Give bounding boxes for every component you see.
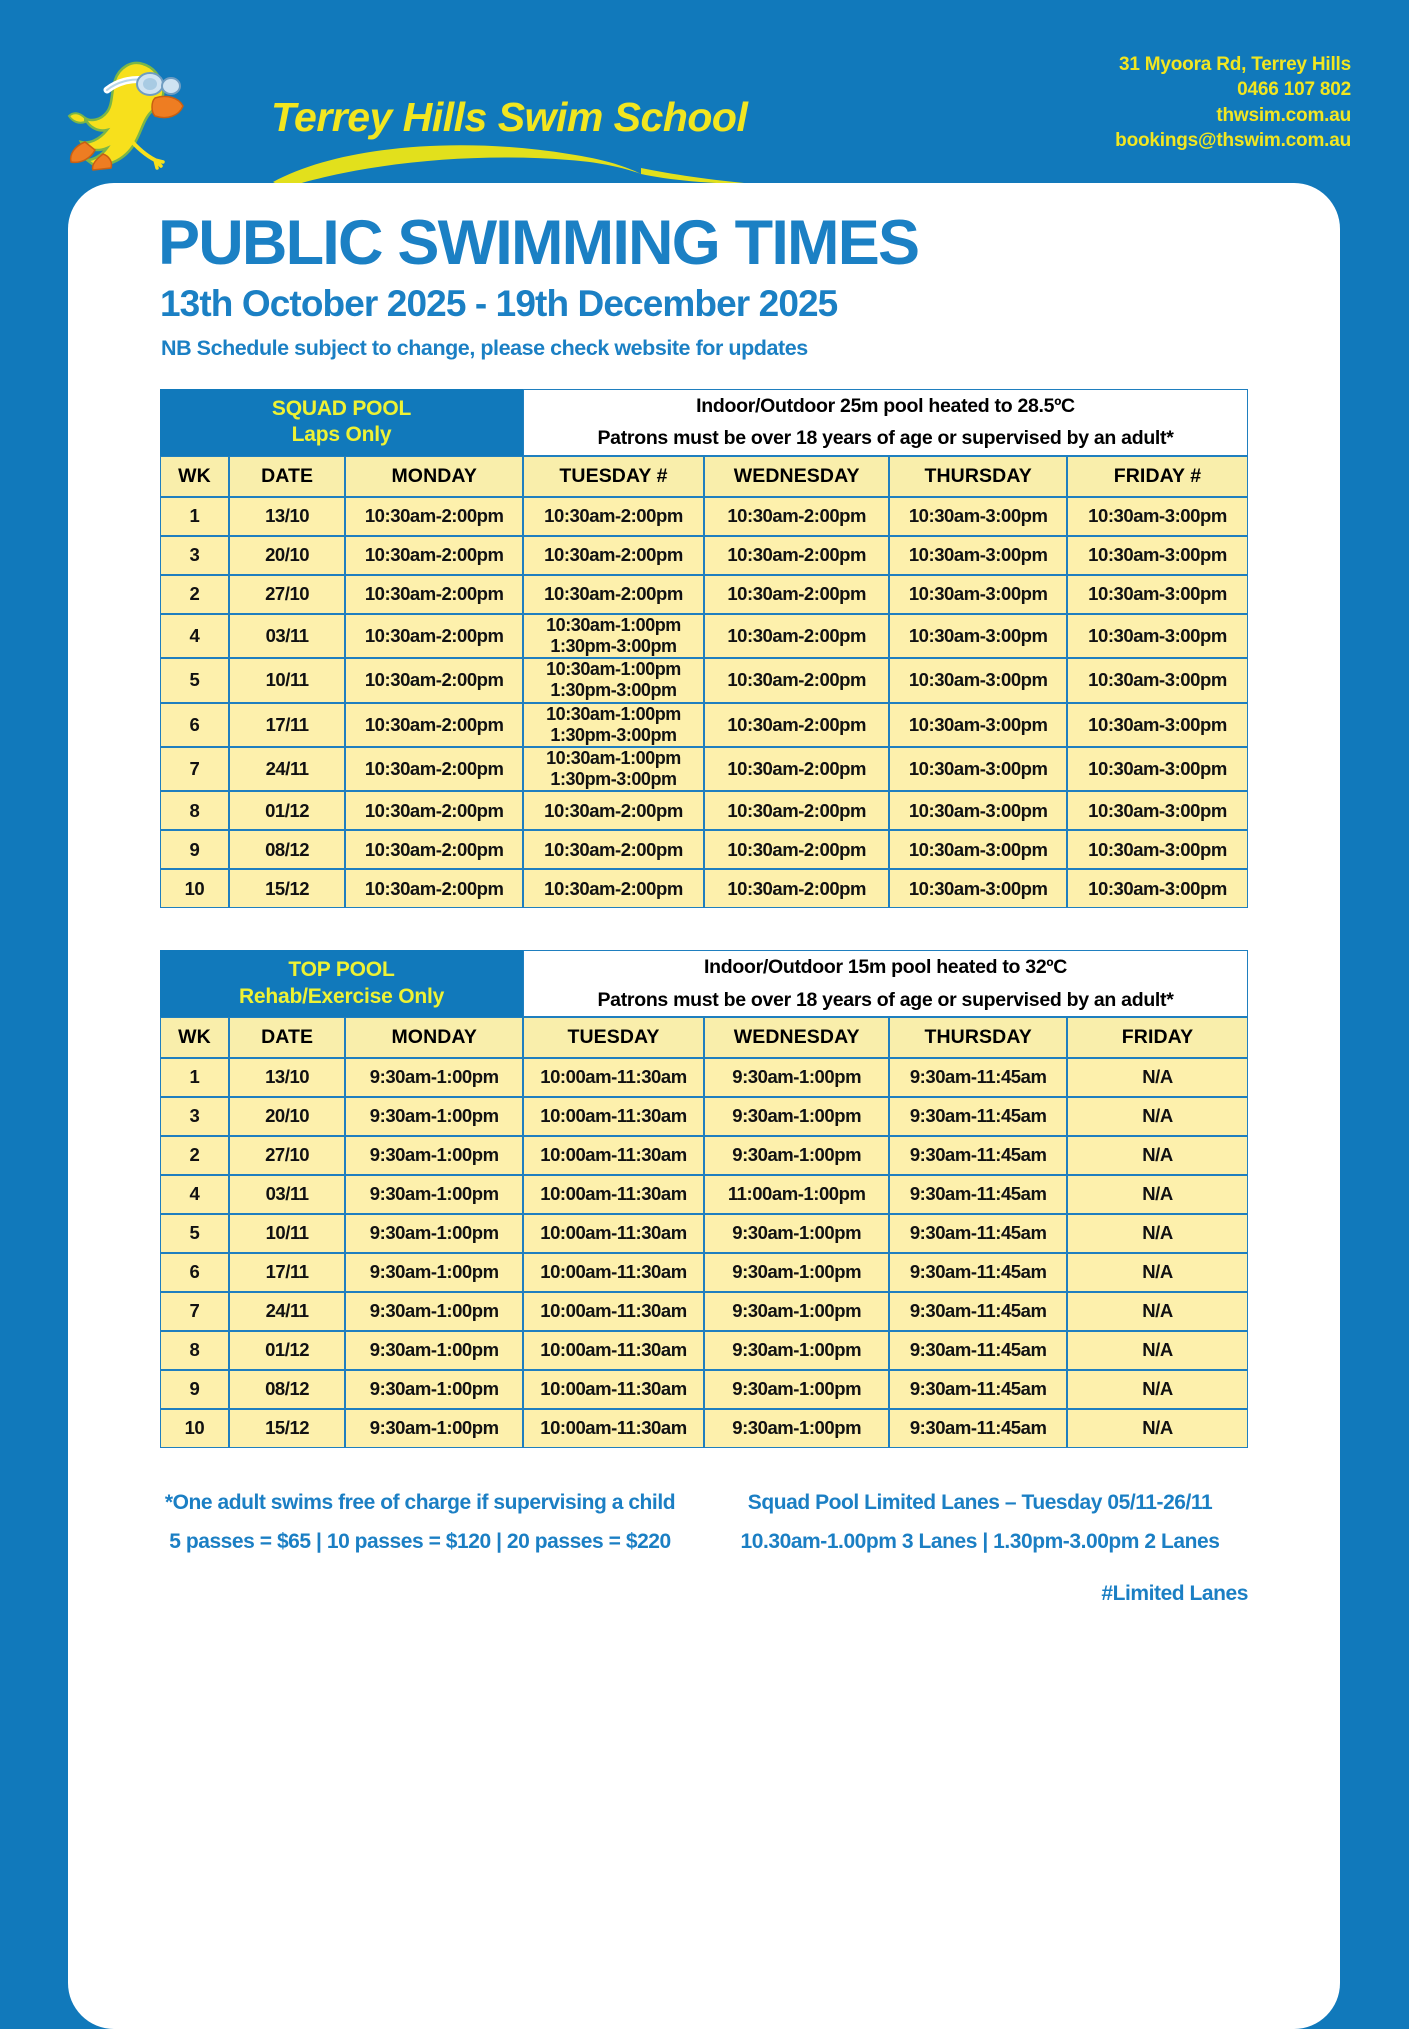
cell-wednesday-times: 10:30am-2:00pm (704, 575, 889, 614)
cell-wednesday-times: 9:30am-1:00pm (704, 1214, 889, 1253)
top-pool-banner (160, 950, 523, 1016)
cell-date: 17/11 (229, 1253, 346, 1292)
top-pool-table (160, 950, 1248, 1447)
cell-monday-times: 9:30am-1:00pm (345, 1058, 523, 1097)
cell-wednesday-times: 10:30am-2:00pm (704, 830, 889, 869)
brand-name: Terrey Hills Swim School (271, 94, 748, 140)
adult-supervision-note: *One adult swims free of charge if supervising a child (164, 1490, 676, 1514)
cell-date: 10/11 (229, 658, 346, 702)
cell-tuesday-times: 10:00am-11:30am (523, 1409, 704, 1448)
cell-friday-times: 10:30am-3:00pm (1067, 497, 1248, 536)
cell-monday-times: 10:30am-2:00pm (345, 497, 523, 536)
cell-thursday-times: 9:30am-11:45am (889, 1331, 1067, 1370)
cell-week-number: 3 (160, 536, 229, 575)
cell-friday-times: N/A (1067, 1253, 1248, 1292)
cell-date: 01/12 (229, 791, 346, 830)
cell-wednesday-times: 10:30am-2:00pm (704, 869, 889, 908)
table-row (160, 614, 1248, 658)
cell-friday-times: N/A (1067, 1136, 1248, 1175)
cell-friday-times: 10:30am-3:00pm (1067, 703, 1248, 747)
cell-wednesday-times: 9:30am-1:00pm (704, 1253, 889, 1292)
cell-friday-times: N/A (1067, 1370, 1248, 1409)
cell-thursday-times: 10:30am-3:00pm (889, 791, 1067, 830)
cell-date: 10/11 (229, 1214, 346, 1253)
table-row (160, 1370, 1248, 1409)
cell-thursday-times: 9:30am-11:45am (889, 1409, 1067, 1448)
squad-pool-column-headers (160, 456, 1248, 497)
table-row (160, 1175, 1248, 1214)
cell-tuesday-times: 10:30am-2:00pm (523, 497, 704, 536)
cell-date: 24/11 (229, 747, 346, 791)
cell-friday-times: N/A (1067, 1409, 1248, 1448)
contact-address: 31 Myoora Rd, Terrey Hills (1118, 54, 1351, 75)
cell-monday-times: 10:30am-2:00pm (345, 869, 523, 908)
cell-tuesday-times: 10:00am-11:30am (523, 1331, 704, 1370)
cell-friday-times: 10:30am-3:00pm (1067, 830, 1248, 869)
cell-thursday-times: 10:30am-3:00pm (889, 614, 1067, 658)
top-pool-banner-subtitle: Rehab/Exercise Only (238, 984, 445, 1008)
cell-week-number: 1 (160, 1058, 229, 1097)
table-row (160, 869, 1248, 908)
cell-week-number: 6 (160, 703, 229, 747)
cell-tuesday-times: 10:30am-2:00pm (523, 791, 704, 830)
swimming-duck-icon (55, 46, 185, 171)
cell-thursday-times: 9:30am-11:45am (889, 1175, 1067, 1214)
cell-tuesday-times: 10:30am-2:00pm (523, 830, 704, 869)
top-pool-banner-title: TOP POOL (288, 957, 395, 981)
table-row (160, 1292, 1248, 1331)
squad-pool-table (160, 389, 1248, 908)
pool-banner-row (160, 389, 1248, 455)
col-header-friday: FRIDAY # (1067, 456, 1248, 497)
cell-thursday-times: 10:30am-3:00pm (889, 703, 1067, 747)
cell-week-number: 8 (160, 1331, 229, 1370)
squad-pool-desc-line2: Patrons must be over 18 years of age or supervised by an adult* (597, 427, 1174, 450)
footer-left (160, 1484, 680, 1562)
cell-tuesday-times: 10:30am-1:00pm 1:30pm-3:00pm (523, 747, 704, 791)
cell-thursday-times: 9:30am-11:45am (889, 1370, 1067, 1409)
cell-wednesday-times: 9:30am-1:00pm (704, 1331, 889, 1370)
cell-tuesday-times: 10:00am-11:30am (523, 1097, 704, 1136)
cell-monday-times: 9:30am-1:00pm (345, 1370, 523, 1409)
cell-thursday-times: 9:30am-11:45am (889, 1292, 1067, 1331)
passes-pricing-note: 5 passes = $65 | 10 passes = $120 | 20 passes = $220 (169, 1529, 671, 1553)
cell-date: 27/10 (229, 1136, 346, 1175)
schedule-change-note: NB Schedule subject to change, please check website for updates (161, 336, 808, 361)
cell-friday-times: 10:30am-3:00pm (1067, 791, 1248, 830)
cell-week-number: 10 (160, 1409, 229, 1448)
cell-tuesday-times: 10:00am-11:30am (523, 1253, 704, 1292)
table-row (160, 830, 1248, 869)
cell-week-number: 4 (160, 614, 229, 658)
cell-date: 17/11 (229, 703, 346, 747)
col-header-monday: MONDAY (345, 456, 523, 497)
cell-wednesday-times: 10:30am-2:00pm (704, 536, 889, 575)
table-row (160, 1253, 1248, 1292)
cell-monday-times: 9:30am-1:00pm (345, 1214, 523, 1253)
brand-swoosh-underline (269, 130, 759, 190)
cell-date: 15/12 (229, 869, 346, 908)
col-header-date: DATE (229, 456, 346, 497)
table-row (160, 747, 1248, 791)
col-header-tuesday: TUESDAY (523, 1017, 704, 1058)
col-header-tuesday: TUESDAY # (523, 456, 704, 497)
page-title: PUBLIC SWIMMING TIMES (158, 208, 919, 278)
cell-tuesday-times: 10:30am-2:00pm (523, 575, 704, 614)
page-header (0, 0, 1409, 183)
cell-wednesday-times: 10:30am-2:00pm (704, 497, 889, 536)
cell-monday-times: 9:30am-1:00pm (345, 1331, 523, 1370)
cell-friday-times: N/A (1067, 1175, 1248, 1214)
cell-thursday-times: 9:30am-11:45am (889, 1058, 1067, 1097)
cell-date: 24/11 (229, 1292, 346, 1331)
cell-friday-times: 10:30am-3:00pm (1067, 747, 1248, 791)
cell-wednesday-times: 11:00am-1:00pm (704, 1175, 889, 1214)
pool-banner-row (160, 950, 1248, 1016)
footer-right (710, 1484, 1250, 1562)
squad-pool-banner-title: SQUAD POOL (271, 396, 412, 420)
cell-friday-times: 10:30am-3:00pm (1067, 869, 1248, 908)
table-row (160, 1409, 1248, 1448)
table-row (160, 1331, 1248, 1370)
cell-week-number: 9 (160, 1370, 229, 1409)
cell-monday-times: 9:30am-1:00pm (345, 1136, 523, 1175)
cell-week-number: 10 (160, 869, 229, 908)
contact-website[interactable]: thwsim.com.au (1216, 104, 1351, 126)
cell-date: 03/11 (229, 614, 346, 658)
col-header-wk: WK (160, 1017, 229, 1058)
table-row (160, 658, 1248, 702)
cell-monday-times: 10:30am-2:00pm (345, 830, 523, 869)
cell-date: 20/10 (229, 536, 346, 575)
top-pool-desc-line1: Indoor/Outdoor 15m pool heated to 32ºC (704, 956, 1067, 979)
cell-wednesday-times: 10:30am-2:00pm (704, 791, 889, 830)
cell-week-number: 4 (160, 1175, 229, 1214)
squad-pool-desc-line1: Indoor/Outdoor 25m pool heated to 28.5ºC (696, 395, 1075, 418)
cell-friday-times: N/A (1067, 1214, 1248, 1253)
top-pool-description (523, 950, 1248, 1016)
cell-wednesday-times: 10:30am-2:00pm (704, 658, 889, 702)
table-row (160, 1097, 1248, 1136)
cell-thursday-times: 10:30am-3:00pm (889, 575, 1067, 614)
cell-date: 27/10 (229, 575, 346, 614)
cell-tuesday-times: 10:00am-11:30am (523, 1136, 704, 1175)
cell-week-number: 7 (160, 1292, 229, 1331)
cell-thursday-times: 10:30am-3:00pm (889, 830, 1067, 869)
cell-week-number: 9 (160, 830, 229, 869)
table-row (160, 575, 1248, 614)
squad-pool-banner-subtitle: Laps Only (291, 423, 392, 447)
cell-wednesday-times: 9:30am-1:00pm (704, 1370, 889, 1409)
table-row (160, 791, 1248, 830)
cell-week-number: 5 (160, 658, 229, 702)
brand-logo-block (55, 38, 875, 168)
contact-details (1115, 52, 1351, 153)
squad-pool-rows (160, 497, 1248, 909)
contact-phone[interactable]: 0466 107 802 (1237, 79, 1351, 101)
cell-thursday-times: 10:30am-3:00pm (889, 497, 1067, 536)
cell-tuesday-times: 10:00am-11:30am (523, 1370, 704, 1409)
cell-week-number: 5 (160, 1214, 229, 1253)
cell-friday-times: 10:30am-3:00pm (1067, 536, 1248, 575)
cell-wednesday-times: 10:30am-2:00pm (704, 747, 889, 791)
cell-monday-times: 10:30am-2:00pm (345, 703, 523, 747)
cell-week-number: 3 (160, 1097, 229, 1136)
date-range-subtitle: 13th October 2025 - 19th December 2025 (160, 283, 838, 325)
limited-lanes-dates: Squad Pool Limited Lanes – Tuesday 05/11-26/11 (747, 1490, 1213, 1514)
cell-tuesday-times: 10:30am-2:00pm (523, 536, 704, 575)
cell-friday-times: N/A (1067, 1331, 1248, 1370)
squad-pool-description (523, 389, 1248, 455)
cell-wednesday-times: 10:30am-2:00pm (704, 614, 889, 658)
col-header-date: DATE (229, 1017, 346, 1058)
cell-date: 08/12 (229, 1370, 346, 1409)
cell-tuesday-times: 10:30am-1:00pm 1:30pm-3:00pm (523, 703, 704, 747)
col-header-wednesday: WEDNESDAY (704, 456, 889, 497)
cell-tuesday-times: 10:30am-2:00pm (523, 869, 704, 908)
cell-friday-times: 10:30am-3:00pm (1067, 658, 1248, 702)
limited-lanes-times: 10.30am-1.00pm 3 Lanes | 1.30pm-3.00pm 2 Lanes (740, 1529, 1220, 1553)
cell-date: 01/12 (229, 1331, 346, 1370)
cell-thursday-times: 9:30am-11:45am (889, 1136, 1067, 1175)
cell-week-number: 1 (160, 497, 229, 536)
cell-thursday-times: 10:30am-3:00pm (889, 747, 1067, 791)
cell-thursday-times: 9:30am-11:45am (889, 1097, 1067, 1136)
cell-thursday-times: 9:30am-11:45am (889, 1253, 1067, 1292)
top-pool-desc-line2: Patrons must be over 18 years of age or supervised by an adult* (597, 988, 1174, 1011)
cell-wednesday-times: 9:30am-1:00pm (704, 1097, 889, 1136)
cell-monday-times: 10:30am-2:00pm (345, 747, 523, 791)
cell-monday-times: 9:30am-1:00pm (345, 1292, 523, 1331)
cell-monday-times: 9:30am-1:00pm (345, 1409, 523, 1448)
cell-tuesday-times: 10:00am-11:30am (523, 1175, 704, 1214)
cell-friday-times: N/A (1067, 1058, 1248, 1097)
cell-wednesday-times: 10:30am-2:00pm (704, 703, 889, 747)
col-header-wk: WK (160, 456, 229, 497)
cell-monday-times: 10:30am-2:00pm (345, 536, 523, 575)
cell-friday-times: N/A (1067, 1292, 1248, 1331)
cell-monday-times: 10:30am-2:00pm (345, 614, 523, 658)
limited-lanes-hashtag: #Limited Lanes (1101, 1581, 1248, 1605)
cell-friday-times: N/A (1067, 1097, 1248, 1136)
cell-monday-times: 10:30am-2:00pm (345, 791, 523, 830)
cell-thursday-times: 9:30am-11:45am (889, 1214, 1067, 1253)
cell-date: 13/10 (229, 1058, 346, 1097)
cell-date: 20/10 (229, 1097, 346, 1136)
schedule-card (68, 183, 1340, 2029)
cell-monday-times: 9:30am-1:00pm (345, 1175, 523, 1214)
cell-tuesday-times: 10:00am-11:30am (523, 1214, 704, 1253)
cell-thursday-times: 10:30am-3:00pm (889, 536, 1067, 575)
cell-friday-times: 10:30am-3:00pm (1067, 614, 1248, 658)
cell-tuesday-times: 10:30am-1:00pm 1:30pm-3:00pm (523, 658, 704, 702)
cell-tuesday-times: 10:30am-1:00pm 1:30pm-3:00pm (523, 614, 704, 658)
cell-monday-times: 9:30am-1:00pm (345, 1253, 523, 1292)
cell-date: 13/10 (229, 497, 346, 536)
cell-date: 03/11 (229, 1175, 346, 1214)
contact-email[interactable]: bookings@thswim.com.au (1115, 129, 1351, 151)
table-row (160, 536, 1248, 575)
cell-wednesday-times: 9:30am-1:00pm (704, 1058, 889, 1097)
top-pool-column-headers (160, 1017, 1248, 1058)
col-header-thursday: THURSDAY (889, 456, 1067, 497)
top-pool-rows (160, 1058, 1248, 1448)
cell-wednesday-times: 9:30am-1:00pm (704, 1292, 889, 1331)
cell-monday-times: 9:30am-1:00pm (345, 1097, 523, 1136)
col-header-wednesday: WEDNESDAY (704, 1017, 889, 1058)
cell-week-number: 2 (160, 575, 229, 614)
col-header-friday: FRIDAY (1067, 1017, 1248, 1058)
footer-notes (160, 1484, 1250, 1634)
table-row (160, 1058, 1248, 1097)
cell-wednesday-times: 9:30am-1:00pm (704, 1136, 889, 1175)
cell-date: 08/12 (229, 830, 346, 869)
cell-tuesday-times: 10:00am-11:30am (523, 1292, 704, 1331)
cell-thursday-times: 10:30am-3:00pm (889, 658, 1067, 702)
cell-tuesday-times: 10:00am-11:30am (523, 1058, 704, 1097)
cell-week-number: 6 (160, 1253, 229, 1292)
squad-pool-banner (160, 389, 523, 455)
cell-week-number: 7 (160, 747, 229, 791)
cell-friday-times: 10:30am-3:00pm (1067, 575, 1248, 614)
col-header-thursday: THURSDAY (889, 1017, 1067, 1058)
table-row (160, 703, 1248, 747)
cell-thursday-times: 10:30am-3:00pm (889, 869, 1067, 908)
table-row (160, 1214, 1248, 1253)
col-header-monday: MONDAY (345, 1017, 523, 1058)
table-row (160, 497, 1248, 536)
cell-monday-times: 10:30am-2:00pm (345, 658, 523, 702)
cell-date: 15/12 (229, 1409, 346, 1448)
cell-week-number: 8 (160, 791, 229, 830)
table-row (160, 1136, 1248, 1175)
cell-week-number: 2 (160, 1136, 229, 1175)
cell-monday-times: 10:30am-2:00pm (345, 575, 523, 614)
cell-wednesday-times: 9:30am-1:00pm (704, 1409, 889, 1448)
